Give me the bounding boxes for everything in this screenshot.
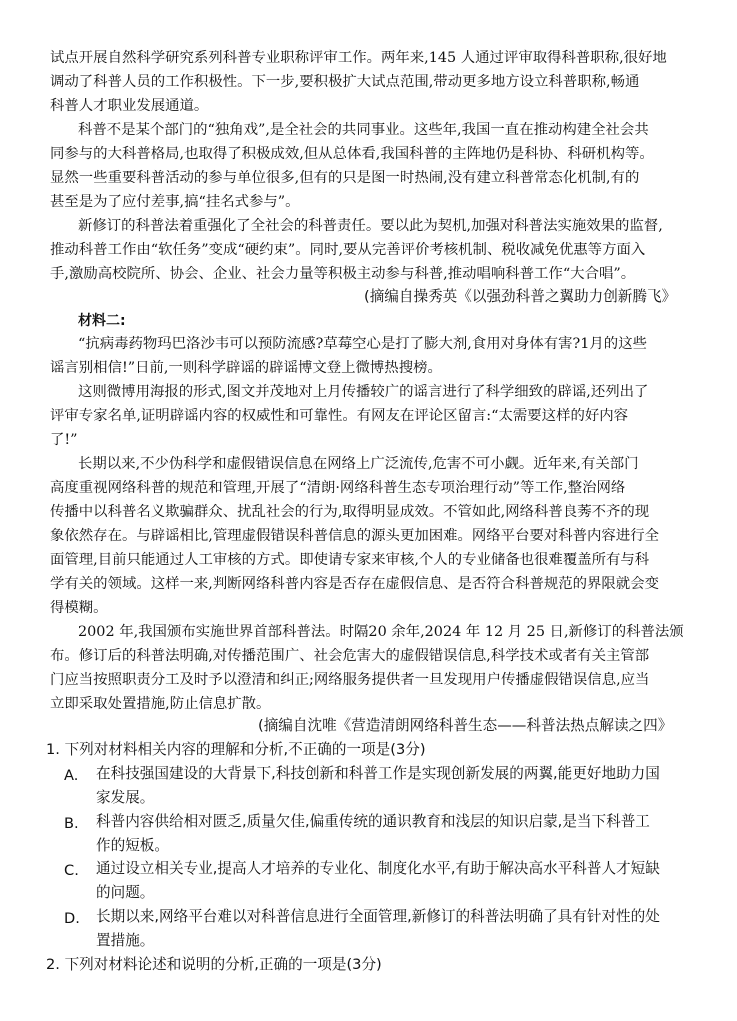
m2-p4-line-4: 立即采取处置措施,防止信息扩散。 [50,696,271,712]
m1-p1-line-3: 科普人才职业发展通道。 [50,98,209,114]
m1-p3-line-1: 新修订的科普法着重强化了全社会的科普责任。要以此为契机,加强对科普法实施效果的监督, [78,218,663,234]
q1-option-a-line-2: 家发展。 [96,789,155,806]
q1-option-b-line-2: 作的短板。 [96,837,169,854]
q1-option-a-line-1: 在科技强国建设的大背景下,科技创新和科普工作是实现创新发展的两翼,能更好地助力国 [96,765,660,782]
m2-p2-line-1: 这则微博用海报的形式,图文并茂地对上月传播较广的谣言进行了科学细致的辟谣,还列出了 [78,384,649,400]
m2-p3-line-3: 传播中以科普名义欺骗群众、扰乱社会的行为,取得明显成效。不管如此,网络科普良莠不齐的现 [50,504,650,520]
q1-option-d-line-2: 置措施。 [96,932,155,949]
question-2-stem: 2. 下列对材料论述和说明的分析,正确的一项是(3分) [46,956,382,973]
m2-p3-line-2: 高度重视网络科普的规范和管理,开展了“清朗·网络科普生态专项治理行动”等工作,整治网络 [50,480,626,496]
q1-option-d-line-1: 长期以来,网络平台难以对科普信息进行全面管理,新修订的科普法明确了具有针对性的处 [96,908,660,925]
m2-p4-line-2: 布。修订后的科普法明确,对传播范围广、社会危害大的虚假错误信息,科学技术或者有关主管部 [50,648,650,664]
q1-option-c-line-2: 的问题。 [96,884,155,901]
m2-p1-line-1: “抗病毒药物玛巴洛沙韦可以预防流感?草莓空心是打了膨大剂,食用对身体有害?1月的这些 [78,336,647,352]
m1-source: (摘编自操秀英《以强劲科普之翼助力创新腾飞》 [364,288,677,305]
q1-option-a-letter: A. [64,767,79,784]
q1-option-c-letter: C. [64,862,79,879]
m2-p3-line-6: 学有关的领域。这样一来,判断网络科普内容是否存在虚假信息、是否符合科普规范的界限就会变 [50,576,659,592]
m1-p3-line-3: 手,激励高校院所、协会、企业、社会力量等积极主动参与科普,推动唱响科普工作“大合唱”。 [50,266,636,282]
m1-p3-line-2: 推动科普工作由“软任务”变成“硬约束”。同时,要从完善评价考核机制、税收减免优惠等方面入 [50,242,646,258]
m2-p4-line-3: 门应当按照职责分工及时予以澄清和纠正;网络服务提供者一旦发现用户传播虚假错误信息,应当 [50,672,650,688]
m2-p1-line-2: 谣言别相信!”日前,一则科学辟谣的辟谣博文登上微博热搜榜。 [50,360,442,376]
m2-p4-line-1: 2002 年,我国颁布实施世界首部科普法。时隔20 余年,2024 年 12 月 25 日,新修订的科普法颁 [78,624,684,640]
m2-p2-line-3: 了!” [50,432,78,448]
question-1-stem: 1. 下列对材料相关内容的理解和分析,不正确的一项是(3分) [46,741,426,758]
m2-heading: 材料二: [78,313,126,329]
m2-p3-line-7: 得模糊。 [50,600,108,616]
m1-p1-line-2: 调动了科普人员的工作积极性。下一步,要积极扩大试点范围,带动更多地方设立科普职称,畅通 [50,74,640,90]
m2-p3-line-1: 长期以来,不少伪科学和虚假错误信息在网络上广泛流传,危害不可小觑。近年来,有关部门 [78,456,639,472]
m1-p1-line-1: 试点开展自然科学研究系列科普专业职称评审工作。两年来,145 人通过评审取得科普职称,很好地 [50,50,667,66]
m1-p2-line-2: 同参与的大科普格局,也取得了积极成效,但从总体看,我国科普的主阵地仍是科协、科研机构等。 [50,146,654,162]
m2-source: (摘编自沈唯《营造清朗网络科普生态——科普法热点解读之四》 [258,717,673,734]
q1-option-c-line-1: 通过设立相关专业,提高人才培养的专业化、制度化水平,有助于解决高水平科普人才短缺 [96,860,660,877]
q1-option-b-letter: B. [64,815,79,832]
m1-p2-line-3: 显然一些重要科普活动的参与单位很多,但有的只是图一时热闹,没有建立科普常态化机制,有的 [50,170,640,186]
m2-p2-line-2: 评审专家名单,证明辟谣内容的权威性和可靠性。有网友在评论区留言:“太需要这样的好内容 [50,408,629,424]
m1-p2-line-1: 科普不是某个部门的“独角戏”,是全社会的共同事业。这些年,我国一直在推动构建全社会共 [78,122,649,138]
m1-p2-line-4: 甚至是为了应付差事,搞“挂名式参与”。 [50,194,300,210]
m2-p3-line-4: 象依然存在。与辟谣相比,管理虚假错误科普信息的源头更加困难。网络平台要对科普内容进行全 [50,528,659,544]
q1-option-d-letter: D. [64,910,80,927]
q1-option-b-line-1: 科普内容供给相对匮乏,质量欠佳,偏重传统的通识教育和浅层的知识启蒙,是当下科普工 [96,813,650,830]
m2-p3-line-5: 面管理,目前只能通过人工审核的方式。即使请专家来审核,个人的专业储备也很难覆盖所有与科 [50,552,650,568]
